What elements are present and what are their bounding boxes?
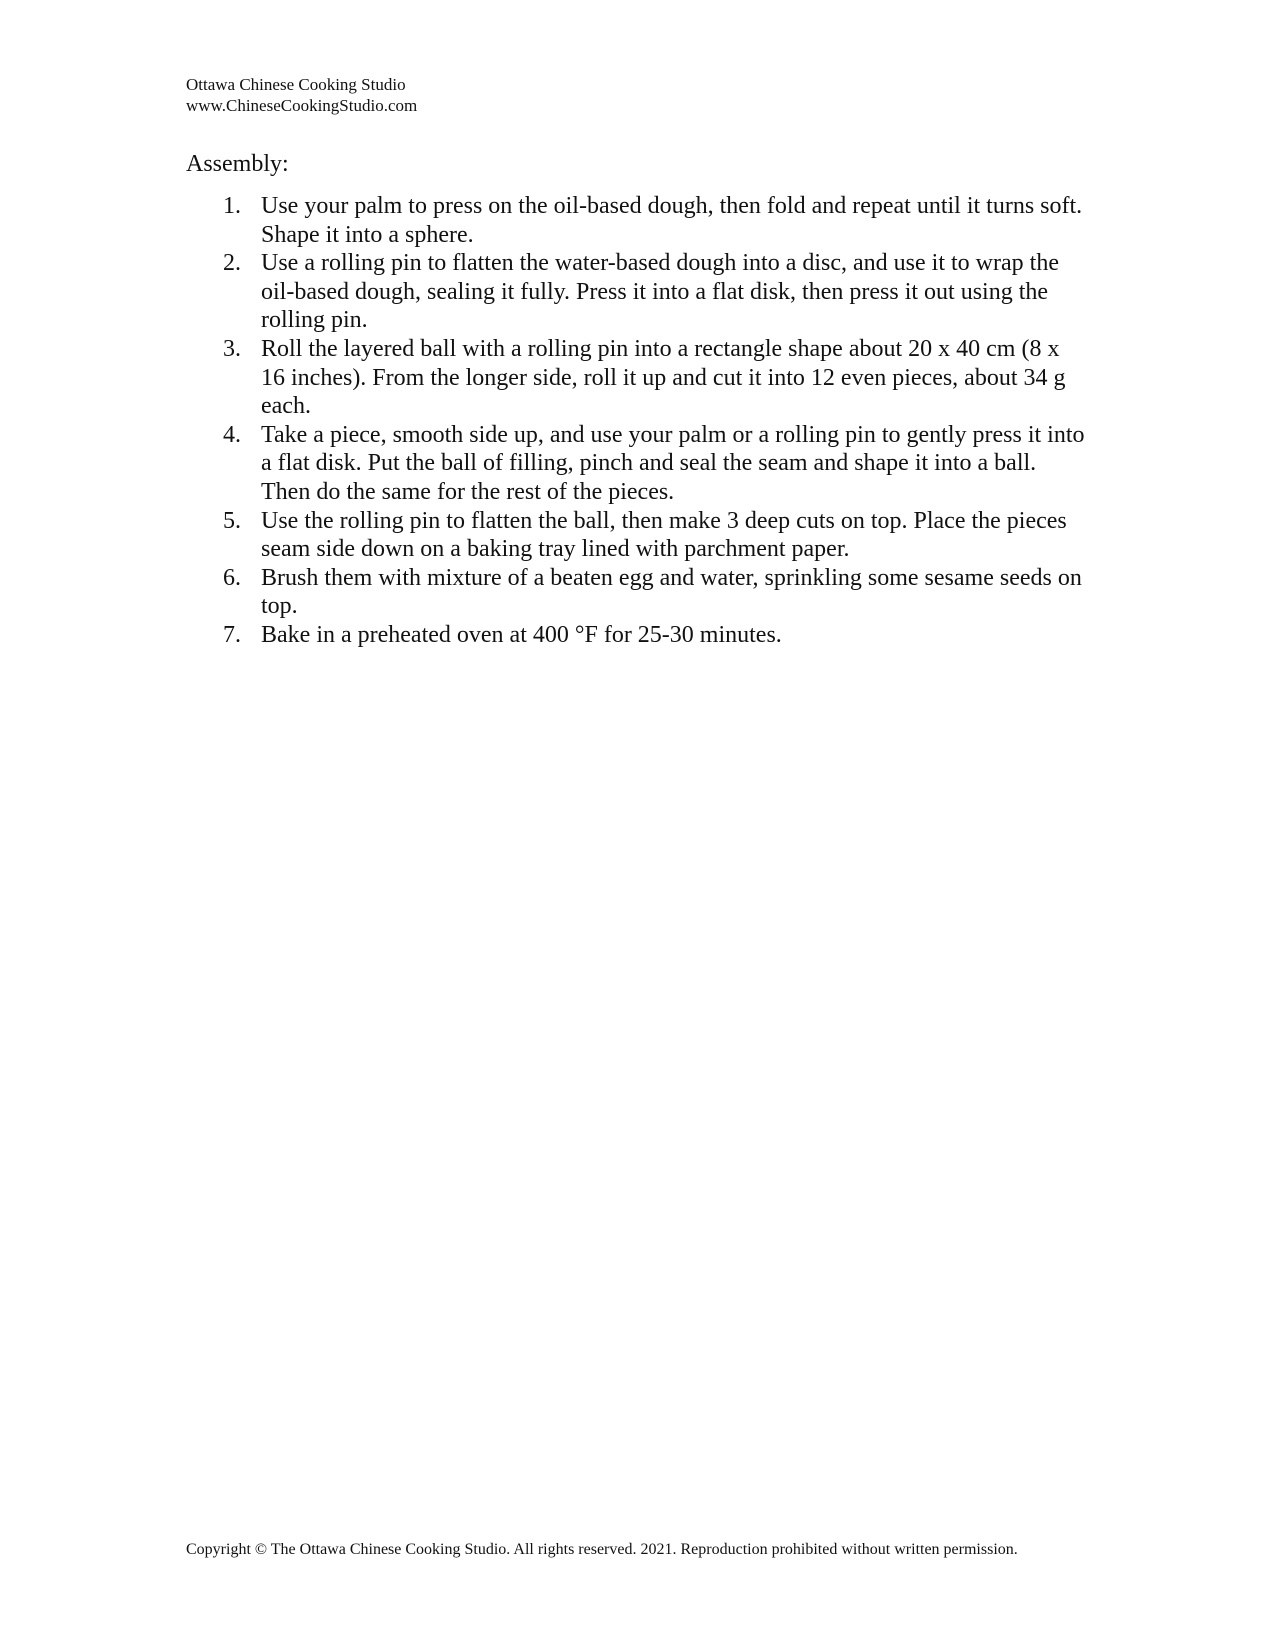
step-text: Brush them with mixture of a beaten egg and water, sprinkling some sesame seeds on top. (261, 564, 1082, 620)
step-text: Use your palm to press on the oil-based dough, then fold and repeat until it turns soft. Shape it into a sphere. (261, 193, 1083, 248)
page-header (186, 74, 417, 116)
step-number: 7. (223, 621, 241, 648)
list-item (186, 421, 1086, 507)
step-number: 6. (223, 564, 241, 591)
step-number: 2. (223, 250, 241, 277)
step-text: Bake in a preheated oven at 400 °F for 25-30 minutes. (261, 621, 782, 648)
list-item (186, 621, 1086, 650)
assembly-steps-list (186, 192, 1086, 650)
list-item (186, 192, 1086, 249)
step-text: Roll the layered ball with a rolling pin into a rectangle shape about 20 x 40 cm (8 x 16 inches). From the longer side, roll it up and cut it into 12 even pieces, about 34 g each. (261, 335, 1066, 420)
step-number: 1. (223, 193, 241, 219)
list-item (186, 335, 1086, 421)
step-number: 3. (223, 335, 241, 362)
list-item (186, 507, 1086, 564)
step-number: 4. (223, 421, 241, 448)
organization-name: Ottawa Chinese Cooking Studio (186, 75, 406, 94)
list-item (186, 564, 1086, 621)
step-text: Use a rolling pin to flatten the water-based dough into a disc, and use it to wrap the oil-based dough, sealing it fully. Press it into a flat disk, then press it out using the rolling pin. (261, 250, 1059, 334)
website-url: www.ChineseCookingStudio.com (186, 96, 418, 115)
list-item (186, 249, 1086, 335)
step-number: 5. (223, 507, 241, 534)
section-title: Assembly: (186, 151, 289, 177)
copyright-footer: Copyright © The Ottawa Chinese Cooking Studio. All rights reserved. 2021. Reproduction prohibited without written permission. (186, 1541, 1018, 1558)
step-text: Use the rolling pin to flatten the ball, then make 3 deep cuts on top. Place the pieces seam side down on a baking tray lined with parchment paper. (261, 507, 1067, 563)
step-text: Take a piece, smooth side up, and use your palm or a rolling pin to gently press it into a flat disk. Put the ball of filling, pinch and seal the seam and shape it into a ball. Then do the same for the rest of the pieces. (261, 421, 1085, 505)
